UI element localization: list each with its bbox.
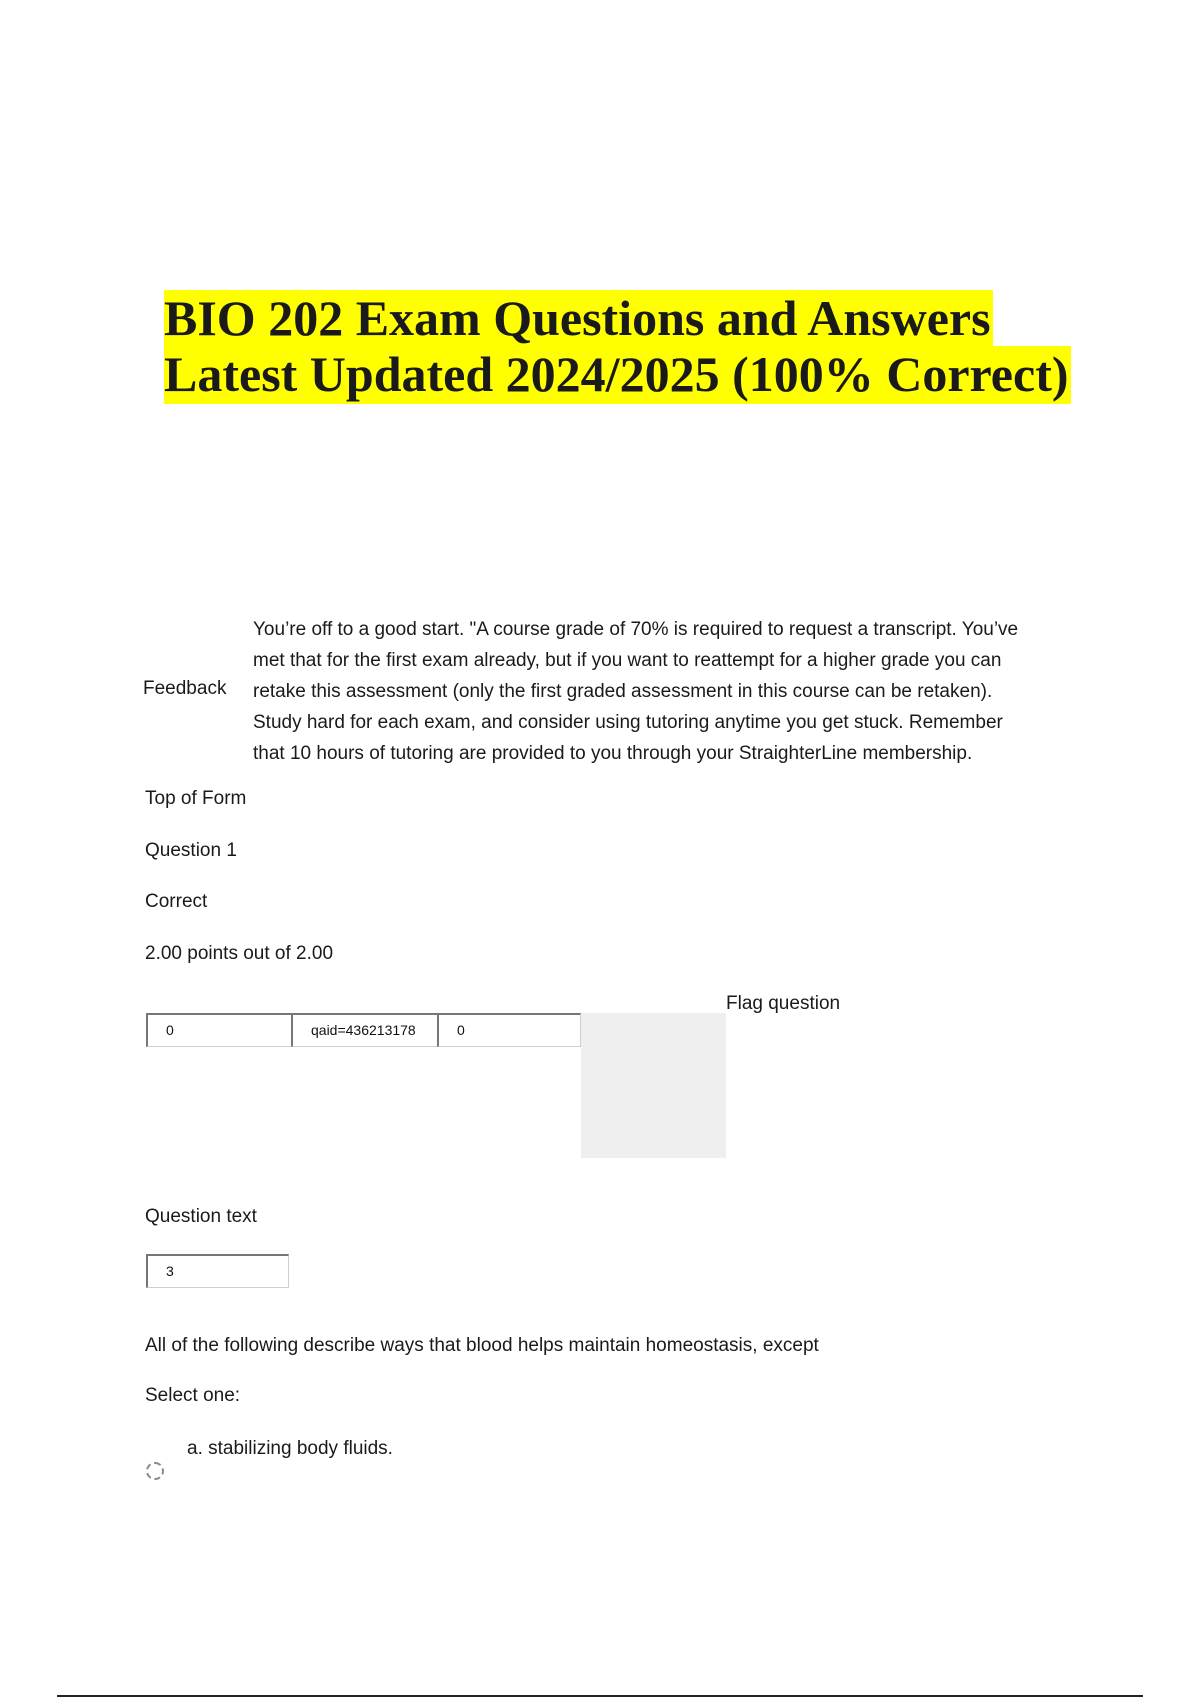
question-text: All of the following describe ways that blood helps maintain homeostasis, except <box>145 1335 819 1356</box>
flag-question-link[interactable]: Flag question <box>726 993 841 1014</box>
feedback-line: retake this assessment (only the first graded assessment in this course can be retaken). <box>253 681 993 702</box>
document-title <box>164 290 1124 402</box>
hidden-field-state[interactable]: 0 <box>437 1013 581 1047</box>
radio-option-a[interactable] <box>146 1462 164 1480</box>
feedback-line: that 10 hours of tutoring are provided to you through your StraighterLine membership. <box>253 743 973 764</box>
question-field[interactable]: 3 <box>146 1254 289 1288</box>
feedback-line: You’re off to a good start. "A course grade of 70% is required to request a transcript. You’ve <box>253 619 1019 640</box>
title-line-2: Latest Updated 2024/2025 (100% Correct) <box>164 346 1069 402</box>
flag-image-placeholder <box>581 1013 726 1158</box>
feedback-text <box>253 614 1093 769</box>
select-one-prompt: Select one: <box>145 1385 241 1406</box>
question-points: 2.00 points out of 2.00 <box>145 943 334 964</box>
feedback-label: Feedback <box>143 678 227 699</box>
hidden-field-sequence[interactable]: 0 <box>146 1013 292 1047</box>
question-status: Correct <box>145 891 208 912</box>
feedback-line: met that for the first exam already, but if you want to reattempt for a higher grade you can <box>253 650 1002 671</box>
question-text-label: Question text <box>145 1206 257 1227</box>
answer-option-a[interactable]: a. stabilizing body fluids. <box>187 1438 393 1459</box>
page-bottom-rule <box>57 1695 1143 1697</box>
top-of-form-label: Top of Form <box>145 788 247 809</box>
question-number: Question 1 <box>145 840 237 861</box>
hidden-field-qaid[interactable]: qaid=436213178 <box>291 1013 439 1047</box>
feedback-line: Study hard for each exam, and consider using tutoring anytime you get stuck. Remember <box>253 712 1003 733</box>
title-line-1: BIO 202 Exam Questions and Answers <box>164 290 991 346</box>
